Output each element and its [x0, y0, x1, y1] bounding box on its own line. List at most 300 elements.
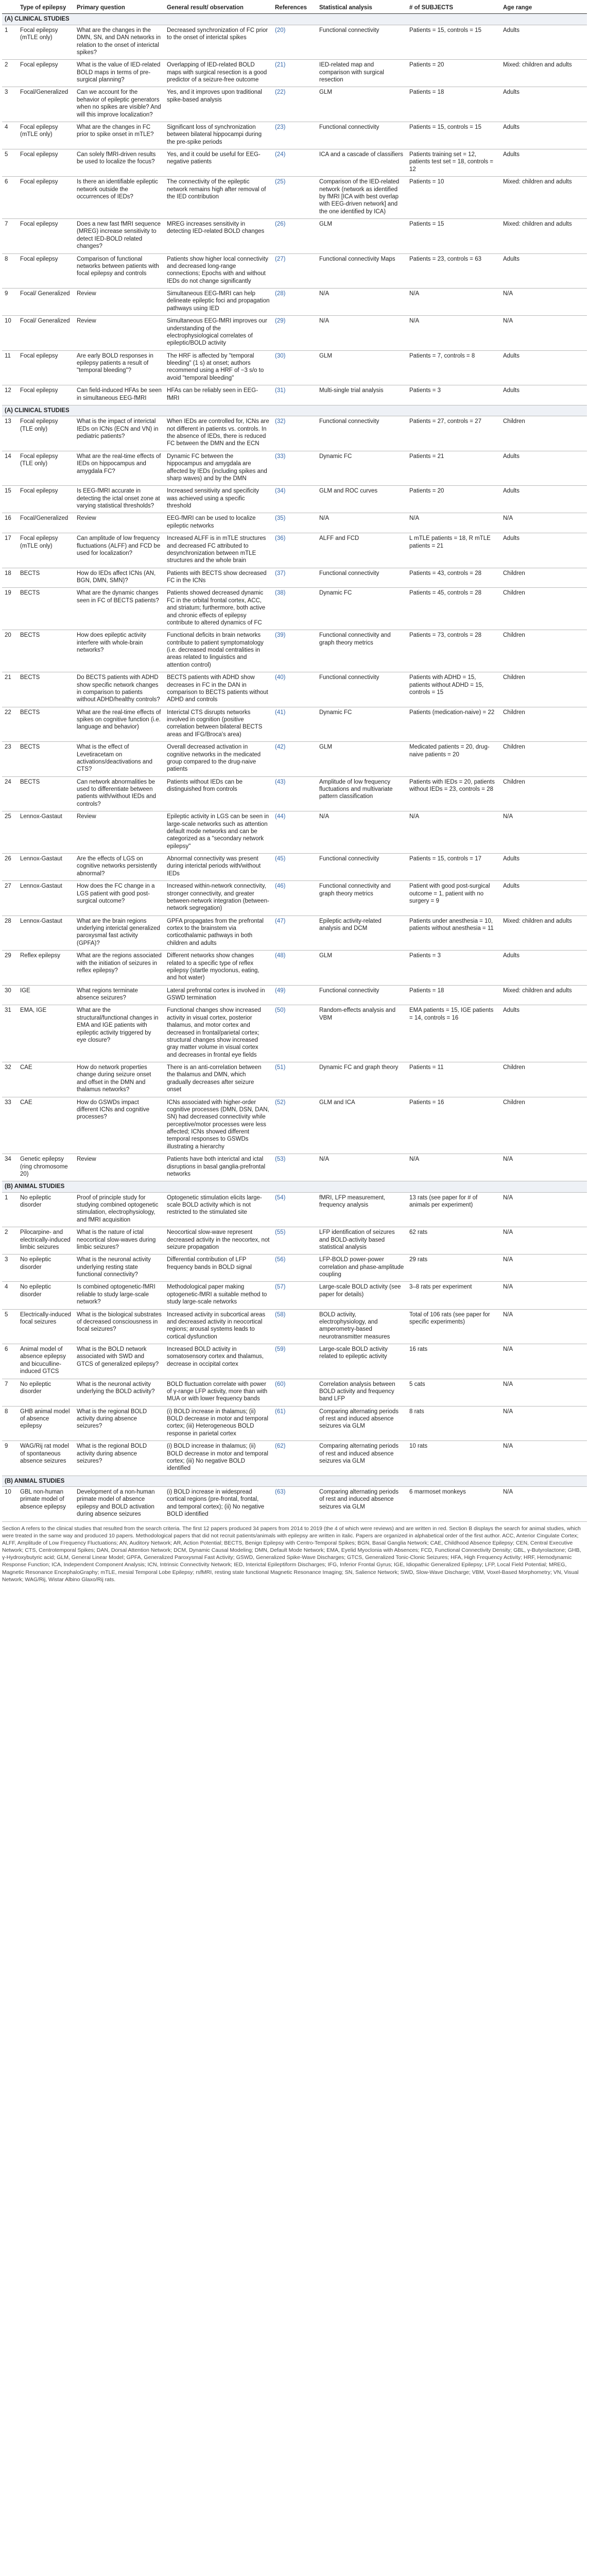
general-result-cell: Increased activity in subcortical areas and decreased activity in neocortical regions; arousal systems leads to cortical dysfunction [164, 1309, 272, 1344]
table-row [2, 881, 587, 916]
primary-question-cell: What are the real-time effects of IEDs on hippocampus and amygdala FC? [74, 451, 164, 486]
section-title: (A) CLINICAL STUDIES [2, 14, 587, 25]
reference-cell[interactable]: (27) [272, 253, 317, 289]
row-index-cell: 10 [2, 316, 18, 351]
statistical-analysis-cell: IED-related map and comparison with surgical resection [317, 60, 407, 87]
subjects-cell: Patients = 73, controls = 28 [407, 630, 500, 672]
general-result-cell: Different networks show changes related to a specific type of reflex epilepsy (startle myoclonus, eating, and hot water) [164, 951, 272, 986]
primary-question-cell: What is the regional BOLD activity during absence seizures? [74, 1441, 164, 1476]
general-result-cell: Overlapping of IED-related BOLD maps with surgical resection is a good predictor of a seizure-free outcome [164, 60, 272, 87]
general-result-cell: Patients with BECTS show decreased FC in the ICNs [164, 568, 272, 588]
row-index-cell: 33 [2, 1097, 18, 1154]
epilepsy-type-cell: No epileptic disorder [18, 1192, 74, 1227]
subjects-cell: 29 rats [407, 1255, 500, 1282]
reference-cell[interactable]: (24) [272, 149, 317, 177]
row-index-cell: 9 [2, 289, 18, 316]
table-row [2, 568, 587, 588]
reference-cell[interactable]: (45) [272, 854, 317, 881]
table-row [2, 316, 587, 351]
subjects-cell: Patients = 11 [407, 1062, 500, 1097]
epilepsy-type-cell: WAG/Rij rat model of spontaneous absence seizures [18, 1441, 74, 1476]
row-index-cell: 21 [2, 672, 18, 707]
epilepsy-type-cell: IGE [18, 985, 74, 1005]
section-title: (A) CLINICAL STUDIES [2, 405, 587, 416]
statistical-analysis-cell: Comparison of the IED-related network (network as identified by fMRI [ICA with best overlap with EEG-driven network] and the one identified by ICA) [317, 177, 407, 219]
table-row [2, 1097, 587, 1154]
primary-question-cell: What are the regions associated with the initiation of seizures in reflex epilepsy? [74, 951, 164, 986]
general-result-cell: Simultaneous EEG-fMRI can help delineate epileptic foci and propagation pathways using IED [164, 289, 272, 316]
statistical-analysis-cell: ICA and a cascade of classifiers [317, 149, 407, 177]
subjects-cell: 6 marmoset monkeys [407, 1487, 500, 1522]
reference-cell[interactable]: (47) [272, 916, 317, 951]
epilepsy-type-cell: Focal/ Generalized [18, 316, 74, 351]
age-range-cell: N/A [500, 289, 587, 316]
statistical-analysis-cell: Large-scale BOLD activity (see paper for details) [317, 1282, 407, 1309]
general-result-cell: The connectivity of the epileptic network remains high after removal of the IED contribution [164, 177, 272, 219]
subjects-cell: 13 rats (see paper for # of animals per experiment) [407, 1192, 500, 1227]
general-result-cell: Patients showed decreased dynamic FC in the orbital frontal cortex, ACC, and striatum; furthermore, both active and chronic effects of epilepsy contribute to altered dynamics of FC [164, 588, 272, 630]
primary-question-cell: Review [74, 1154, 164, 1181]
primary-question-cell: Is there an identifiable epileptic network outside the occurrences of IEDs? [74, 177, 164, 219]
reference-cell[interactable]: (22) [272, 87, 317, 122]
row-index-cell: 3 [2, 87, 18, 122]
statistical-analysis-cell: BOLD activity, electrophysiology, and amperometry-based neurotransmitter measures [317, 1309, 407, 1344]
subjects-cell: Patients under anesthesia = 10, patients without anesthesia = 11 [407, 916, 500, 951]
general-result-cell: Overall decreased activation in cognitive networks in the medicated group compared to the drug-naive patients [164, 742, 272, 777]
general-result-cell: Optogenetic stimulation elicits large-scale BOLD activity which is not restricted to the stimulated site [164, 1192, 272, 1227]
epilepsy-type-cell: Focal epilepsy (mTLE only) [18, 25, 74, 60]
reference-cell[interactable]: (20) [272, 25, 317, 60]
reference-cell[interactable]: (30) [272, 350, 317, 385]
col-index-header [2, 2, 18, 14]
epilepsy-type-cell: BECTS [18, 588, 74, 630]
section-title: (B) ANIMAL STUDIES [2, 1181, 587, 1192]
row-index-cell: 10 [2, 1487, 18, 1522]
epilepsy-type-cell: CAE [18, 1097, 74, 1154]
table-row [2, 1487, 587, 1522]
age-range-cell: N/A [500, 1406, 587, 1441]
col-stats-header: Statistical analysis [317, 2, 407, 14]
primary-question-cell: What is the BOLD network associated with SWD and GTCS of generalized epilepsy? [74, 1344, 164, 1379]
statistical-analysis-cell: Dynamic FC [317, 588, 407, 630]
subjects-cell: Patients = 16 [407, 1097, 500, 1154]
primary-question-cell: What is the nature of ictal neocortical slow-waves during limbic seizures? [74, 1227, 164, 1255]
primary-question-cell: Are the effects of LGS on cognitive networks persistently abnormal? [74, 854, 164, 881]
table-row [2, 985, 587, 1005]
reference-cell[interactable]: (34) [272, 486, 317, 513]
reference-cell[interactable]: (39) [272, 630, 317, 672]
subjects-cell: Patients (medication-naive) = 22 [407, 707, 500, 742]
general-result-cell: Significant loss of synchronization between bilateral hippocampi during the pre-spike periods [164, 122, 272, 149]
table-row [2, 854, 587, 881]
epilepsy-type-cell: EMA, IGE [18, 1005, 74, 1062]
primary-question-cell: What is the regional BOLD activity during absence seizures? [74, 1406, 164, 1441]
reference-cell[interactable]: (58) [272, 1309, 317, 1344]
subjects-cell: N/A [407, 513, 500, 533]
general-result-cell: Functional changes show increased activity in visual cortex, posterior thalamus, and motor cortex and decreased in frontal/parietal cortex; structural changes show increased gray matter volume in visual cortex and decreases in frontal eye fields [164, 1005, 272, 1062]
table-row [2, 1406, 587, 1441]
age-range-cell: Adults [500, 451, 587, 486]
primary-question-cell: What regions terminate absence seizures? [74, 985, 164, 1005]
subjects-cell: Patients = 10 [407, 177, 500, 219]
statistical-analysis-cell: Comparing alternating periods of rest and induced absence seizures via GLM [317, 1441, 407, 1476]
reference-cell[interactable]: (25) [272, 177, 317, 219]
subjects-cell: N/A [407, 1154, 500, 1181]
table-row [2, 513, 587, 533]
epilepsy-type-cell: Genetic epilepsy (ring chromosome 20) [18, 1154, 74, 1181]
age-range-cell: Adults [500, 486, 587, 513]
reference-cell[interactable]: (36) [272, 533, 317, 568]
general-result-cell: Decreased synchronization of FC prior to the onset of interictal spikes [164, 25, 272, 60]
age-range-cell: Mixed: children and adults [500, 60, 587, 87]
general-result-cell: HFAs can be reliably seen in EEG-fMRI [164, 385, 272, 405]
row-index-cell: 3 [2, 1255, 18, 1282]
subjects-cell: 62 rats [407, 1227, 500, 1255]
table-row [2, 1005, 587, 1062]
reference-cell[interactable]: (31) [272, 385, 317, 405]
statistical-analysis-cell: Comparing alternating periods of rest and induced absence seizures via GLM [317, 1487, 407, 1522]
section-header-row [2, 1181, 587, 1192]
general-result-cell: Patients without IEDs can be distinguished from controls [164, 776, 272, 811]
general-result-cell: Interictal CTS disrupts networks involved in cognition (positive correlation between bilateral BECTS areas and IFG/Broca's area) [164, 707, 272, 742]
epilepsy-type-cell: Focal epilepsy (TLE only) [18, 416, 74, 451]
reference-cell[interactable]: (26) [272, 219, 317, 254]
header-row [2, 2, 587, 14]
primary-question-cell: What are the dynamic changes seen in FC of BECTS patients? [74, 588, 164, 630]
age-range-cell: N/A [500, 1441, 587, 1476]
statistical-analysis-cell: N/A [317, 811, 407, 854]
table-row [2, 1344, 587, 1379]
epilepsy-type-cell: BECTS [18, 672, 74, 707]
primary-question-cell: Is combined optogenetic-fMRI reliable to study large-scale network? [74, 1282, 164, 1309]
statistical-analysis-cell: Functional connectivity [317, 985, 407, 1005]
general-result-cell: Methodological paper making optogenetic-fMRI a suitable method to study large-scale networks [164, 1282, 272, 1309]
reference-cell[interactable]: (49) [272, 985, 317, 1005]
statistical-analysis-cell: Functional connectivity [317, 854, 407, 881]
general-result-cell: Patients show higher local connectivity and decreased long-range connections; Epochs with and without IEDs do not change significantly [164, 253, 272, 289]
age-range-cell: N/A [500, 1192, 587, 1227]
primary-question-cell: What is the impact of interictal IEDs on ICNs (ECN and VN) in pediatric patients? [74, 416, 164, 451]
subjects-cell: Patients = 3 [407, 385, 500, 405]
primary-question-cell: What are the brain regions underlying interictal generalized paroxysmal fast activity (GPFA)? [74, 916, 164, 951]
table-row [2, 707, 587, 742]
primary-question-cell: What are the changes in FC prior to spike onset in mTLE? [74, 122, 164, 149]
subjects-cell: Medicated patients = 20, drug-naive patients = 20 [407, 742, 500, 777]
row-index-cell: 6 [2, 177, 18, 219]
row-index-cell: 32 [2, 1062, 18, 1097]
row-index-cell: 24 [2, 776, 18, 811]
row-index-cell: 27 [2, 881, 18, 916]
age-range-cell: Adults [500, 253, 587, 289]
epilepsy-type-cell: BECTS [18, 568, 74, 588]
subjects-cell: Patients = 3 [407, 951, 500, 986]
subjects-cell: 10 rats [407, 1441, 500, 1476]
reference-cell[interactable]: (38) [272, 588, 317, 630]
section-header-row [2, 405, 587, 416]
primary-question-cell: What is the value of IED-related BOLD maps in terms of pre-surgical planning? [74, 60, 164, 87]
subjects-cell: 16 rats [407, 1344, 500, 1379]
table-row [2, 289, 587, 316]
statistical-analysis-cell: GLM [317, 87, 407, 122]
age-range-cell: Adults [500, 87, 587, 122]
reference-cell[interactable]: (32) [272, 416, 317, 451]
epilepsy-type-cell: BECTS [18, 776, 74, 811]
general-result-cell: Neocortical slow-wave represent decreased activity in the neocortex, not seizure propagation [164, 1227, 272, 1255]
statistical-analysis-cell: Large-scale BOLD activity related to epileptic activity [317, 1344, 407, 1379]
row-index-cell: 4 [2, 122, 18, 149]
primary-question-cell: How do network properties change during seizure onset and offset in the DMN and thalamus networks? [74, 1062, 164, 1097]
general-result-cell: Patients have both interictal and ictal disruptions in basal ganglia-prefrontal networks [164, 1154, 272, 1181]
section-header-row [2, 14, 587, 25]
subjects-cell: N/A [407, 316, 500, 351]
table-row [2, 588, 587, 630]
statistical-analysis-cell: Multi-single trial analysis [317, 385, 407, 405]
reference-cell[interactable]: (50) [272, 1005, 317, 1062]
row-index-cell: 25 [2, 811, 18, 854]
age-range-cell: Mixed: children and adults [500, 219, 587, 254]
col-age-header: Age range [500, 2, 587, 14]
subjects-cell: Total of 106 rats (see paper for specific experiments) [407, 1309, 500, 1344]
age-range-cell: N/A [500, 1309, 587, 1344]
reference-cell[interactable]: (28) [272, 289, 317, 316]
row-index-cell: 22 [2, 707, 18, 742]
statistical-analysis-cell: GLM and ROC curves [317, 486, 407, 513]
statistical-analysis-cell: N/A [317, 513, 407, 533]
table-row [2, 1379, 587, 1406]
age-range-cell: N/A [500, 1379, 587, 1406]
statistical-analysis-cell: Functional connectivity and graph theory metrics [317, 881, 407, 916]
primary-question-cell: Can solely fMRI-driven results be used to localize the focus? [74, 149, 164, 177]
row-index-cell: 11 [2, 350, 18, 385]
table-row [2, 385, 587, 405]
reference-cell[interactable]: (43) [272, 776, 317, 811]
statistical-analysis-cell: Functional connectivity [317, 122, 407, 149]
epilepsy-type-cell: Animal model of absence epilepsy and bicuculline-induced GTCS [18, 1344, 74, 1379]
statistical-analysis-cell: Dynamic FC [317, 707, 407, 742]
epilepsy-type-cell: Reflex epilepsy [18, 951, 74, 986]
age-range-cell: N/A [500, 1154, 587, 1181]
age-range-cell: Mixed: children and adults [500, 916, 587, 951]
age-range-cell: Adults [500, 951, 587, 986]
subjects-cell: Patients = 23, controls = 63 [407, 253, 500, 289]
epilepsy-type-cell: BECTS [18, 707, 74, 742]
reference-cell[interactable]: (59) [272, 1344, 317, 1379]
general-result-cell: When IEDs are controlled for, ICNs are not different in patients vs. controls. In the absence of IEDs, there is reduced FC between the DMN and the ECN [164, 416, 272, 451]
statistical-analysis-cell: LFP identification of seizures and BOLD-activity based statistical analysis [317, 1227, 407, 1255]
row-index-cell: 1 [2, 1192, 18, 1227]
epilepsy-type-cell: Focal/ Generalized [18, 289, 74, 316]
table-row [2, 1441, 587, 1476]
row-index-cell: 19 [2, 588, 18, 630]
reference-cell[interactable]: (23) [272, 122, 317, 149]
reference-cell[interactable]: (63) [272, 1487, 317, 1522]
epilepsy-type-cell: Focal epilepsy [18, 177, 74, 219]
subjects-cell: N/A [407, 289, 500, 316]
epilepsy-type-cell: BECTS [18, 630, 74, 672]
col-question-header: Primary question [74, 2, 164, 14]
age-range-cell: N/A [500, 1227, 587, 1255]
col-result-header: General result/ observation [164, 2, 272, 14]
row-index-cell: 26 [2, 854, 18, 881]
reference-cell[interactable]: (54) [272, 1192, 317, 1227]
reference-cell[interactable]: (29) [272, 316, 317, 351]
reference-cell[interactable]: (35) [272, 513, 317, 533]
subjects-cell: 8 rats [407, 1406, 500, 1441]
reference-cell[interactable]: (46) [272, 881, 317, 916]
statistical-analysis-cell: GLM [317, 350, 407, 385]
row-index-cell: 7 [2, 1379, 18, 1406]
general-result-cell: BOLD fluctuation correlate with power of γ-range LFP activity, more than with MUA or with lower frequency bands [164, 1379, 272, 1406]
subjects-cell: 3–8 rats per experiment [407, 1282, 500, 1309]
epilepsy-type-cell: Pilocarpine- and electrically-induced limbic seizures [18, 1227, 74, 1255]
primary-question-cell: Development of a non-human primate model of absence epilepsy and BOLD activation during absence seizures [74, 1487, 164, 1522]
subjects-cell: N/A [407, 811, 500, 854]
reference-cell[interactable]: (56) [272, 1255, 317, 1282]
primary-question-cell: Do BECTS patients with ADHD show specific network changes in comparison to patients without ADHD/healthy controls? [74, 672, 164, 707]
statistical-analysis-cell: N/A [317, 1154, 407, 1181]
age-range-cell: Children [500, 1097, 587, 1154]
table-row [2, 916, 587, 951]
row-index-cell: 6 [2, 1344, 18, 1379]
statistical-analysis-cell: ALFF and FCD [317, 533, 407, 568]
statistical-analysis-cell: N/A [317, 316, 407, 351]
epilepsy-type-cell: Lennox-Gastaut [18, 811, 74, 854]
subjects-cell: Patients = 43, controls = 28 [407, 568, 500, 588]
table-footnote: Section A refers to the clinical studies that resulted from the search criteria. The first 12 papers produced 34 papers from 2014 to 2019 (the 4 of which were reviews) and are written in red. Section B displays the search for animal studies, which were treated in the same way and produced 10 papers. Methodological papers that did not recruit patients/animals with epilepsy are written in italic. Papers are organized in alphabetical order of the first author. ACC, Anterior Cingulate Cortex; ALFF, Amplitude of Low Frequency Fluctuations; AN, Auditory Network; AR, Action Potential; BECTS, Benign Epilepsy with Centro-Temporal Spikes; BGN, Basal Ganglia Network; CAE, Childhood Absence Epilepsy; CEN, Central Executive Network; CTS, Centrotemporal Spikes; DAN, Dorsal Attention Network; DCM, Dynamic Causal Modeling; DMN, Default Mode Network; EMA, Eyelid Myoclonia with Absences; FCD, Functional Connectivity Density; GBL, γ-Butyrolactone; GHB, γ-Hydroxybutyric acid; GLM, General Linear Model; GPFA, Generalized Paroxysmal Fast Activity; GSWD, Generalized Spike-Wave Discharges; GTCS, Generalized Tonic-Clonic Seizures; HFA, High Frequency Activity; HRF, Hemodynamic Response Function; ICA, Independent Component Analysis; ICN, Intrinsic Connectivity Network; IED, Interictal Epileptiform Discharges; IFG, Inferior Frontal Gyrus; IGE, Idiopathic Generalized Epilepsy; LFP, Local Field Potential; MREG, Magnetic Resonance EncephaloGraphy; mTLE, mesial Temporal Lobe Epilepsy; rsfMRI, resting state functional Magnetic Resonance Imaging; SN, Salience Network; SWD, Slow-Wave Discharge; VBM, Voxel-Based Morphometry; VN, Visual Network; WAG/Rij, Wistar Albino Glaxo/Rij rats. [2, 1525, 581, 1583]
general-result-cell: Epileptic activity in LGS can be seen in large-scale networks such as attention default mode networks and can be categorized as a "secondary network epilepsy" [164, 811, 272, 854]
table-row [2, 951, 587, 986]
reference-cell[interactable]: (33) [272, 451, 317, 486]
table-row [2, 533, 587, 568]
reference-cell[interactable]: (21) [272, 60, 317, 87]
row-index-cell: 15 [2, 486, 18, 513]
subjects-cell: Patients = 27, controls = 27 [407, 416, 500, 451]
age-range-cell: Children [500, 672, 587, 707]
reference-cell[interactable]: (40) [272, 672, 317, 707]
epilepsy-type-cell: Focal epilepsy [18, 149, 74, 177]
subjects-cell: Patients = 15, controls = 15 [407, 122, 500, 149]
general-result-cell: EEG-fMRI can be used to localize epileptic networks [164, 513, 272, 533]
subjects-cell: Patients with ADHD = 15, patients without ADHD = 15, controls = 15 [407, 672, 500, 707]
age-range-cell: Children [500, 1062, 587, 1097]
table-row [2, 1255, 587, 1282]
primary-question-cell: Review [74, 811, 164, 854]
row-index-cell: 9 [2, 1441, 18, 1476]
reference-cell[interactable]: (53) [272, 1154, 317, 1181]
subjects-cell: Patients with IEDs = 20, patients without IEDs = 23, controls = 28 [407, 776, 500, 811]
general-result-cell: MREG increases sensitivity in detecting IED-related BOLD changes [164, 219, 272, 254]
epilepsy-type-cell: Focal epilepsy [18, 385, 74, 405]
age-range-cell: Adults [500, 25, 587, 60]
age-range-cell: N/A [500, 513, 587, 533]
reference-cell[interactable]: (42) [272, 742, 317, 777]
table-row [2, 742, 587, 777]
table-row [2, 253, 587, 289]
primary-question-cell: What is the neuronal activity underlying resting state functional connectivity? [74, 1255, 164, 1282]
primary-question-cell: Review [74, 513, 164, 533]
row-index-cell: 8 [2, 253, 18, 289]
primary-question-cell: How does epileptic activity interfere with whole-brain networks? [74, 630, 164, 672]
primary-question-cell: Is EEG-fMRI accurate in detecting the ictal onset zone at varying statistical thresholds? [74, 486, 164, 513]
table-row [2, 811, 587, 854]
subjects-cell: Patients = 18 [407, 87, 500, 122]
primary-question-cell: Are early BOLD responses in epilepsy patients a result of "temporal bleeding"? [74, 350, 164, 385]
table-row [2, 177, 587, 219]
epilepsy-type-cell: Focal epilepsy [18, 350, 74, 385]
statistical-analysis-cell: Dynamic FC [317, 451, 407, 486]
row-index-cell: 5 [2, 149, 18, 177]
reference-cell[interactable]: (51) [272, 1062, 317, 1097]
primary-question-cell: Comparison of functional networks between patients with focal epilepsy and controls [74, 253, 164, 289]
primary-question-cell: Can we account for the behavior of epileptic generators when no spikes are visible? And will this improve localization? [74, 87, 164, 122]
subjects-cell: Patients = 15, controls = 15 [407, 25, 500, 60]
statistical-analysis-cell: GLM and ICA [317, 1097, 407, 1154]
age-range-cell: Adults [500, 533, 587, 568]
epilepsy-type-cell: Focal/Generalized [18, 87, 74, 122]
row-index-cell: 23 [2, 742, 18, 777]
row-index-cell: 20 [2, 630, 18, 672]
general-result-cell: Lateral prefrontal cortex is involved in GSWD termination [164, 985, 272, 1005]
statistical-analysis-cell: Functional connectivity Maps [317, 253, 407, 289]
statistical-analysis-cell: fMRI, LFP measurement, frequency analysis [317, 1192, 407, 1227]
reference-cell[interactable]: (37) [272, 568, 317, 588]
primary-question-cell: How do IEDs affect ICNs (AN, BGN, DMN, SMN)? [74, 568, 164, 588]
epilepsy-type-cell: CAE [18, 1062, 74, 1097]
table-row [2, 451, 587, 486]
reference-cell[interactable]: (55) [272, 1227, 317, 1255]
general-result-cell: GPFA propagates from the prefrontal cortex to the brainstem via corticothalamic pathways in both children and adults [164, 916, 272, 951]
row-index-cell: 30 [2, 985, 18, 1005]
reference-cell[interactable]: (62) [272, 1441, 317, 1476]
reference-cell[interactable]: (60) [272, 1379, 317, 1406]
epilepsy-type-cell: Focal epilepsy (mTLE only) [18, 122, 74, 149]
table-row [2, 776, 587, 811]
row-index-cell: 5 [2, 1309, 18, 1344]
subjects-cell: Patients = 21 [407, 451, 500, 486]
subjects-cell: EMA patients = 15, IGE patients = 14, controls = 16 [407, 1005, 500, 1062]
epilepsy-type-cell: Lennox-Gastaut [18, 854, 74, 881]
age-range-cell: Adults [500, 1005, 587, 1062]
general-result-cell: BECTS patients with ADHD show decreases in FC in the DAN in comparison to BECTS patients without ADHD and controls [164, 672, 272, 707]
statistical-analysis-cell: GLM [317, 742, 407, 777]
age-range-cell: Children [500, 630, 587, 672]
age-range-cell: Adults [500, 350, 587, 385]
general-result-cell: (i) BOLD increase in thalamus; (ii) BOLD decrease in motor and temporal cortex; (iii) No negative BOLD identified [164, 1441, 272, 1476]
reference-cell[interactable]: (48) [272, 951, 317, 986]
epilepsy-type-cell: Lennox-Gastaut [18, 916, 74, 951]
epilepsy-type-cell: No epileptic disorder [18, 1255, 74, 1282]
statistical-analysis-cell: Functional connectivity and graph theory metrics [317, 630, 407, 672]
epilepsy-type-cell: No epileptic disorder [18, 1379, 74, 1406]
reference-cell[interactable]: (57) [272, 1282, 317, 1309]
subjects-cell: Patients = 45, controls = 28 [407, 588, 500, 630]
table-row [2, 60, 587, 87]
reference-cell[interactable]: (44) [272, 811, 317, 854]
subjects-cell: 5 cats [407, 1379, 500, 1406]
reference-cell[interactable]: (41) [272, 707, 317, 742]
age-range-cell: Adults [500, 149, 587, 177]
reference-cell[interactable]: (61) [272, 1406, 317, 1441]
subjects-cell: L mTLE patients = 18, R mTLE patients = 21 [407, 533, 500, 568]
section-title: (B) ANIMAL STUDIES [2, 1476, 587, 1486]
general-result-cell: Abnormal connectivity was present during interictal periods with/without IEDs [164, 854, 272, 881]
reference-cell[interactable]: (52) [272, 1097, 317, 1154]
row-index-cell: 16 [2, 513, 18, 533]
table-row [2, 486, 587, 513]
col-subjects-header: # of SUBJECTS [407, 2, 500, 14]
general-result-cell: Simultaneous EEG-fMRI improves our understanding of the electrophysiological correlates of epileptic/BOLD activity [164, 316, 272, 351]
age-range-cell: Mixed: children and adults [500, 985, 587, 1005]
